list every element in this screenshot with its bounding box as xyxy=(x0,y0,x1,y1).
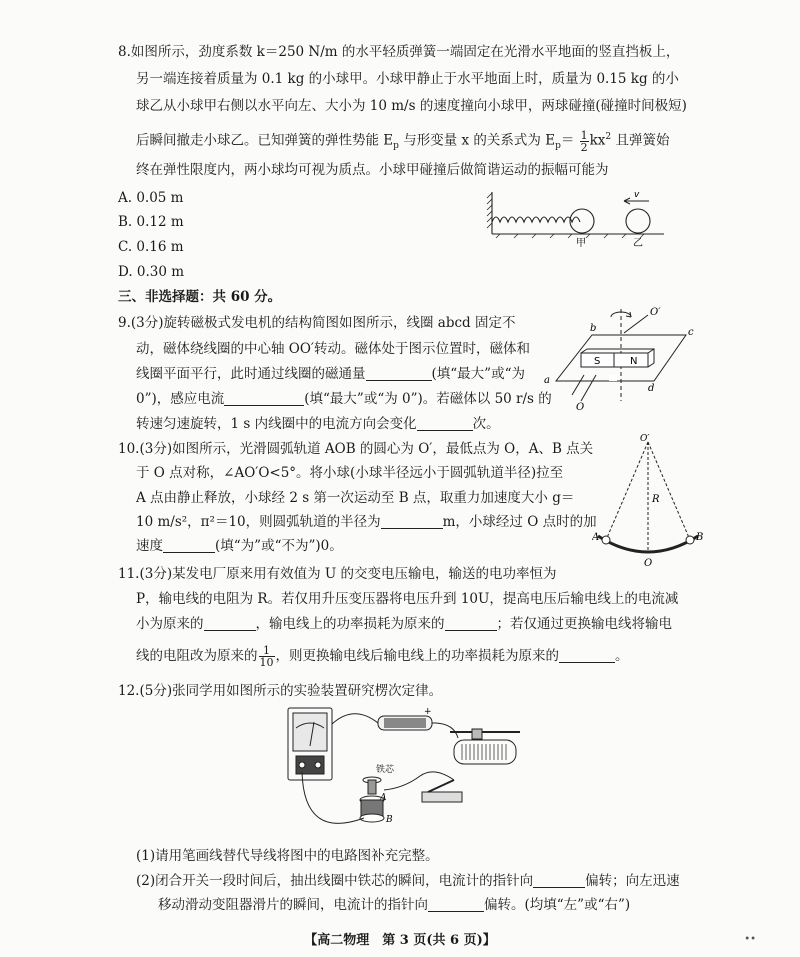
q10-text-4b: m，小球经过 O 点时的加 xyxy=(442,514,597,530)
q11-text-3b: ，输电线上的功率损耗为原来的 xyxy=(255,616,445,632)
q8-sub-p2: p xyxy=(555,141,561,152)
q9-line-4 xyxy=(136,389,552,409)
q9-text-4b: (填“最大”或“为 0”)。若磁体以 50 r/s 的 xyxy=(304,391,552,407)
q12-fig-b: B xyxy=(386,815,393,825)
q12-sub-2 xyxy=(136,871,680,891)
q12-sub-2-cont xyxy=(158,895,630,915)
q12-fig-core-label: 铁芯 xyxy=(376,765,395,775)
q8-line-3: 球乙从小球甲右侧以水平向左、大小为 10 m/s 的速度撞向小球甲，两球碰撞(碰撞时间极短) xyxy=(136,98,687,114)
q12-fig-plus: + xyxy=(424,707,432,717)
q10-fig-o: O xyxy=(644,558,653,569)
q8-eq: ＝ xyxy=(560,132,575,149)
q9-generator-figure xyxy=(536,305,702,413)
q11-text-3a: 小为原来的 xyxy=(136,616,204,632)
q8-fraction xyxy=(580,130,589,153)
q8-spring-figure xyxy=(484,188,674,248)
q12-fig-a: A xyxy=(380,793,387,803)
q8-sup-2: 2 xyxy=(605,132,612,142)
q8-kx: kx xyxy=(589,132,606,149)
q10-text-4a: 10 m/s²，π²＝10，则圆弧轨道的半径为 xyxy=(136,514,381,530)
q12-lenz-law-apparatus xyxy=(284,700,524,840)
q10-text-5b: (填“为”或“不为”)0。 xyxy=(215,538,343,554)
q8-frac-den: 2 xyxy=(580,140,588,154)
q9-fig-s: S xyxy=(594,356,601,367)
q11-text-3c: ；若仅通过更换输电线将输电 xyxy=(496,616,672,632)
q9-text-3b: (填“最大”或“为 xyxy=(431,366,525,382)
q8-option-a: A. 0.05 m xyxy=(118,190,184,206)
q8-line-2: 另一端连接着质量为 0.1 kg 的小球甲。小球甲静止于水平地面上时，质量为 0.15 kg 的小 xyxy=(136,71,679,87)
corner-mark: •• xyxy=(744,934,756,945)
q9-blank-current[interactable] xyxy=(224,391,304,406)
q10-fig-b: B xyxy=(696,532,704,543)
q9-line-3 xyxy=(136,364,525,384)
q11-blank-loss2[interactable] xyxy=(559,648,615,663)
q8-fig-v: v xyxy=(634,190,640,200)
q8-line-1: 8.如图所示，劲度系数 k＝250 N/m 的水平轻质弹簧一端固定在光滑水平地面的竖直挡板上， xyxy=(118,44,680,60)
q11-line-1: 11.(3分)某发电厂原来用有效值为 U 的交变电压输电，输送的电功率恒为 xyxy=(118,566,557,582)
q12-blank-core[interactable] xyxy=(533,873,585,888)
q8-sub-p1: p xyxy=(393,141,399,152)
q8-text-c: 与形变量 x 的关系式为 E xyxy=(403,132,556,149)
q9-text-3a: 线圈平面平行，此时通过线圈的磁通量 xyxy=(136,366,366,382)
q9-line-5 xyxy=(136,414,500,434)
q8-line-5: 终在弹性限度内，两小球均可视为质点。小球甲碰撞后做简谐运动的振幅可能为 xyxy=(136,162,609,178)
q8-fig-jia: 甲 xyxy=(576,238,586,248)
q8-text-a: 后瞬间撤走小球乙。已知弹簧的弹性势能 E xyxy=(136,132,394,149)
q10-fig-o-prime: O′ xyxy=(640,434,650,444)
q10-arc-track-figure xyxy=(592,432,704,570)
q8-option-d: D. 0.30 m xyxy=(118,264,185,280)
q9-fig-n: N xyxy=(630,356,638,367)
q12-text-2c: 移动滑动变阻器滑片的瞬间，电流计的指针向 xyxy=(158,897,428,913)
q12-line-1: 12.(5分)张同学用如图所示的实验装置研究楞次定律。 xyxy=(118,683,443,699)
q9-fig-b: b xyxy=(590,323,597,334)
q9-line-1: 9.(3分)旋转磁极式发电机的结构简图如图所示，线圈 abcd 固定不 xyxy=(118,315,516,331)
section-3-heading: 三、非选择题：共 60 分。 xyxy=(118,289,282,305)
q10-blank-acceleration[interactable] xyxy=(163,538,215,553)
q10-text-5a: 速度 xyxy=(136,538,163,554)
q12-sub-1: (1)请用笔画线替代导线将图中的电路图补充完整。 xyxy=(136,848,439,864)
q10-line-2: 于 O 点对称，∠AO′O<5°。将小球(小球半径远小于圆弧轨道半径)拉至 xyxy=(136,465,564,481)
q11-line-4 xyxy=(136,645,629,668)
q11-text-4b: ，则更换输电线后输电线上的功率损耗为原来的 xyxy=(275,648,559,664)
q12-blank-slider[interactable] xyxy=(428,897,484,912)
q8-option-c: C. 0.16 m xyxy=(118,239,184,255)
q12-text-2a: (2)闭合开关一段时间后，抽出线圈中铁芯的瞬间，电流计的指针向 xyxy=(136,873,534,889)
q11-fraction xyxy=(259,645,275,668)
q9-fig-o: O xyxy=(576,402,585,413)
q12-text-2b: 偏转；向左迅速 xyxy=(585,873,680,889)
q9-fig-c: c xyxy=(688,327,694,338)
q11-blank-loss1[interactable] xyxy=(445,616,497,631)
q10-line-5 xyxy=(136,536,343,556)
q9-blank-changes[interactable] xyxy=(417,416,473,431)
q11-text-4a: 线的电阻改为原来的 xyxy=(136,648,258,664)
q10-line-4 xyxy=(136,512,597,532)
q8-frac-num: 1 xyxy=(580,128,588,142)
q9-text-5a: 转速匀速旋转，1 s 内线圈中的电流方向会变化 xyxy=(136,416,417,432)
q9-fig-d: d xyxy=(648,383,655,394)
q11-line-2: P，输电线的电阻为 R。若仅用升压变压器将电压升到 10U，提高电压后输电线上的电流减 xyxy=(136,591,679,607)
q8-fig-yi: 乙 xyxy=(633,238,643,248)
q8-text-h: 且弹簧始 xyxy=(615,132,670,149)
q10-line-3: A 点由静止释放，小球经 2 s 第一次运动至 B 点，取重力加速度大小 g＝ xyxy=(136,490,575,506)
q9-line-2: 动，磁体绕线圈的中心轴 OO′转动。磁体处于图示位置时，磁体和 xyxy=(136,341,530,357)
q11-text-4c: 。 xyxy=(615,648,629,664)
q11-frac-den: 10 xyxy=(259,656,274,669)
q8-line-4 xyxy=(136,127,669,156)
q12-text-2d: 偏转。(均填“左”或“右”) xyxy=(484,897,631,913)
q10-blank-radius[interactable] xyxy=(381,514,443,529)
q9-fig-o-prime: O′ xyxy=(650,307,661,318)
q11-line-3 xyxy=(136,614,672,634)
q10-fig-r: R xyxy=(652,494,660,505)
q11-blank-current[interactable] xyxy=(204,616,256,631)
page-footer: 【高二物理 第 3 页(共 6 页)】 xyxy=(304,933,496,948)
q9-text-5b: 次。 xyxy=(472,416,500,432)
q10-line-1: 10.(3分)如图所示，光滑圆弧轨道 AOB 的圆心为 O′，最低点为 O，A、B 点关 xyxy=(118,441,594,457)
q9-text-4a: 0”)，感应电流 xyxy=(136,391,225,407)
q9-fig-a: a xyxy=(544,375,550,386)
q10-fig-a: A xyxy=(592,532,600,543)
q9-blank-flux[interactable] xyxy=(366,366,432,381)
q8-option-b: B. 0.12 m xyxy=(118,214,184,230)
q11-frac-num: 1 xyxy=(259,645,275,657)
